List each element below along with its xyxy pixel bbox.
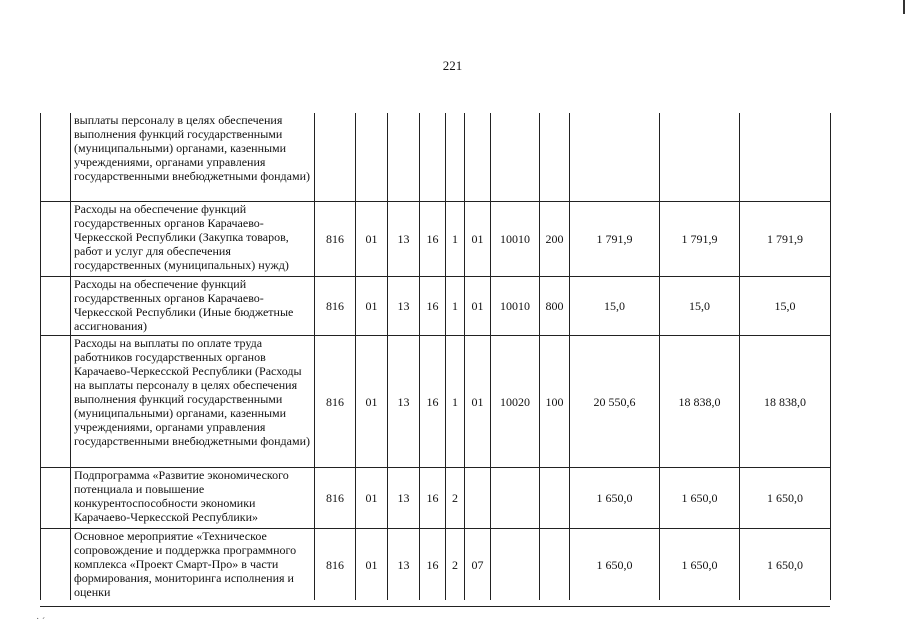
measure-code: 01: [465, 202, 491, 277]
amount-year-1: [570, 113, 660, 202]
measure-code: 01: [465, 277, 491, 336]
program-code: 16: [420, 529, 446, 601]
subsection-code: 13: [388, 277, 420, 336]
subsection-code: 13: [388, 529, 420, 601]
item-name: выплаты персоналу в целях обеспечения выполнения функций государственными (муниципальными) органами, казенными учреждениями, органами управления государственными внебюджетными фондами): [71, 113, 315, 202]
section-code: 01: [356, 202, 388, 277]
amount-year-3: 1 650,0: [740, 529, 831, 601]
subprogram-code: 2: [446, 529, 465, 601]
subsection-code: 13: [388, 202, 420, 277]
row-number-cell: [41, 277, 71, 336]
measure-code: 01: [465, 336, 491, 468]
item-name: Расходы на выплаты по оплате труда работников государственных органов Карачаево-Черкесской Республики (Расходы на выплаты персоналу в целях обеспечения выполнения функций государственными (муниципальными) органами, казенными учреждениями, органами управления государственными внебюджетными фондами): [71, 336, 315, 468]
subprogram-code: 1: [446, 277, 465, 336]
section-code: 01: [356, 277, 388, 336]
row-number-cell: [41, 113, 71, 202]
section-code: 01: [356, 336, 388, 468]
table-row: [41, 202, 831, 277]
program-code: [420, 113, 446, 202]
program-code: 16: [420, 336, 446, 468]
table-row: [41, 529, 831, 601]
expense-type-code: [540, 113, 570, 202]
amount-year-2: 18 838,0: [660, 336, 740, 468]
subprogram-code: 1: [446, 202, 465, 277]
amount-year-3: [740, 113, 831, 202]
amount-year-2: 1 650,0: [660, 468, 740, 529]
section-code: [356, 113, 388, 202]
amount-year-3: 18 838,0: [740, 336, 831, 468]
direction-code: [491, 468, 540, 529]
subprogram-code: 2: [446, 468, 465, 529]
amount-year-2: 1 791,9: [660, 202, 740, 277]
amount-year-2: 15,0: [660, 277, 740, 336]
program-code: 16: [420, 277, 446, 336]
table-bottom-rule: [40, 606, 830, 607]
subsection-code: 13: [388, 336, 420, 468]
ministry-code: 816: [315, 277, 356, 336]
scan-specks: ˙ ˊ: [36, 617, 46, 628]
direction-code: 10010: [491, 202, 540, 277]
ministry-code: 816: [315, 529, 356, 601]
amount-year-3: 1 650,0: [740, 468, 831, 529]
amount-year-3: 15,0: [740, 277, 831, 336]
direction-code: [491, 529, 540, 601]
row-number-cell: [41, 529, 71, 601]
program-code: 16: [420, 202, 446, 277]
page-number: 221: [442, 58, 463, 73]
item-name: Подпрограмма «Развитие экономического потенциала и повышение конкурентоспособности экономики Карачаево-Черкесской Республики»: [71, 468, 315, 529]
section-code: 01: [356, 529, 388, 601]
amount-year-2: [660, 113, 740, 202]
expense-type-code: 100: [540, 336, 570, 468]
amount-year-1: 1 791,9: [570, 202, 660, 277]
subprogram-code: [446, 113, 465, 202]
ministry-code: 816: [315, 202, 356, 277]
amount-year-3: 1 791,9: [740, 202, 831, 277]
amount-year-1: 15,0: [570, 277, 660, 336]
item-name: Основное мероприятие «Техническое сопровождение и поддержка программного комплекса «Проект Смарт-Про» в части формирования, мониторинга исполнения и оценки: [71, 529, 315, 601]
subsection-code: 13: [388, 468, 420, 529]
measure-code: [465, 113, 491, 202]
measure-code: 07: [465, 529, 491, 601]
table-row: [41, 336, 831, 468]
item-name: Расходы на обеспечение функций государственных органов Карачаево-Черкесской Республики (Иные бюджетные ассигнования): [71, 277, 315, 336]
row-number-cell: [41, 202, 71, 277]
measure-code: [465, 468, 491, 529]
ministry-code: [315, 113, 356, 202]
item-name: Расходы на обеспечение функций государственных органов Карачаево-Черкесской Республики (Закупка товаров, работ и услуг для обеспечения государственных (муниципальных) нужд): [71, 202, 315, 277]
budget-table: [40, 113, 831, 600]
program-code: 16: [420, 468, 446, 529]
section-code: 01: [356, 468, 388, 529]
amount-year-2: 1 650,0: [660, 529, 740, 601]
table-row: [41, 113, 831, 202]
direction-code: 10010: [491, 277, 540, 336]
subprogram-code: 1: [446, 336, 465, 468]
direction-code: [491, 113, 540, 202]
expense-type-code: [540, 529, 570, 601]
expense-type-code: 800: [540, 277, 570, 336]
row-number-cell: [41, 336, 71, 468]
amount-year-1: 20 550,6: [570, 336, 660, 468]
direction-code: 10020: [491, 336, 540, 468]
ministry-code: 816: [315, 336, 356, 468]
table-row: [41, 468, 831, 529]
expense-type-code: 200: [540, 202, 570, 277]
ministry-code: 816: [315, 468, 356, 529]
amount-year-1: 1 650,0: [570, 529, 660, 601]
subsection-code: [388, 113, 420, 202]
table-row: [41, 277, 831, 336]
expense-type-code: [540, 468, 570, 529]
row-number-cell: [41, 468, 71, 529]
amount-year-1: 1 650,0: [570, 468, 660, 529]
